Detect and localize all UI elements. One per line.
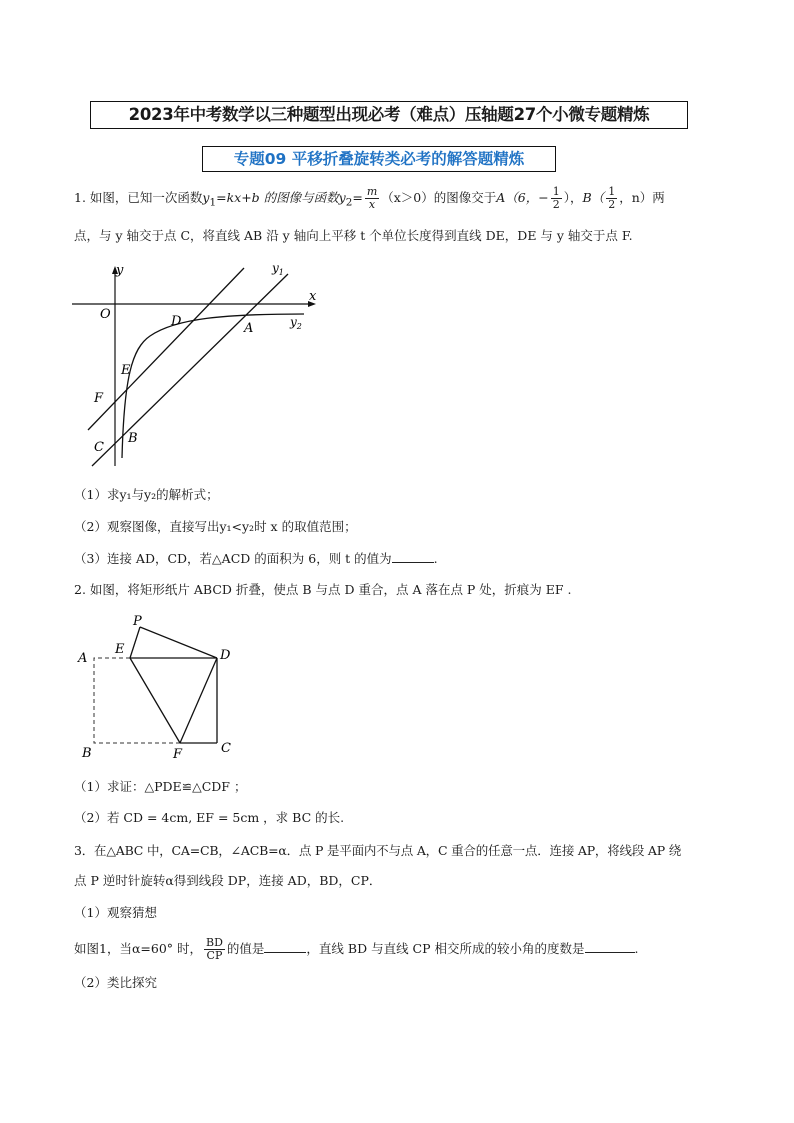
edge-fd bbox=[180, 658, 217, 743]
edge-ep bbox=[130, 627, 140, 658]
q1-line1: 1. 如图，已知一次函数$y_1=kx+b$ 的图像与函数$y_2=$ $\frac{m}{x}$ （x＞0）的图像交于A（6，− $\frac{1}{2}$ ），B（ $\frac{1}{2}$ ，n）两 bbox=[74, 185, 665, 211]
edge-pd bbox=[140, 627, 217, 658]
answer-blank-2 bbox=[585, 939, 635, 953]
label-e: E bbox=[115, 642, 125, 657]
label-y2: $y_2$ bbox=[290, 315, 302, 331]
q1-part2: （2）观察图像，直接写出y₁<y₂时 x 的取值范围； bbox=[74, 519, 357, 534]
answer-blank-1 bbox=[264, 939, 306, 953]
q3-part2-title: （2）类比探究 bbox=[74, 975, 157, 990]
label-f: F bbox=[173, 747, 183, 762]
label-e: E bbox=[121, 363, 131, 378]
q2-rectangle-fold-figure bbox=[72, 615, 242, 765]
q1-part1: （1）求y₁与y₂的解析式； bbox=[74, 487, 219, 502]
crease-ef bbox=[130, 658, 180, 743]
label-y: y bbox=[116, 263, 124, 278]
label-d: D bbox=[171, 314, 182, 329]
label-c: C bbox=[94, 440, 104, 455]
label-b: B bbox=[128, 431, 138, 446]
q1-part3: （3）连接 AD，CD，若△ACD 的面积为 6，则 t 的值为 . bbox=[74, 551, 438, 566]
page-title: 2023年中考数学以三种题型出现必考（难点）压轴题27个小微专题精炼 bbox=[90, 101, 688, 129]
label-p: P bbox=[133, 615, 142, 629]
q2-line1: 2. 如图，将矩形纸片 ABCD 折叠，使点 B 与点 D 重合，点 A 落在点 P 处，折痕为 EF . bbox=[74, 582, 572, 597]
fraction-one-half-b: $\frac{1}{2}$ bbox=[608, 185, 616, 211]
label-c: C bbox=[221, 741, 231, 756]
q3-part1-title: （1）观察猜想 bbox=[74, 905, 157, 920]
fraction-m-over-x: $\frac{m}{x}$ bbox=[366, 185, 378, 211]
label-f: F bbox=[94, 391, 104, 406]
label-o: O bbox=[100, 307, 111, 322]
curve-y2 bbox=[122, 314, 304, 458]
label-a: A bbox=[78, 651, 88, 666]
fraction-one-half: $\frac{1}{2}$ bbox=[552, 185, 560, 211]
label-a: A bbox=[244, 321, 254, 336]
line-de bbox=[88, 268, 244, 430]
q3-line1: 3．在△ABC 中，CA=CB，∠ACB=α．点 P 是平面内不与点 A，C 重合的任意一点．连接 AP，将线段 AP 绕 bbox=[74, 843, 682, 858]
q1-line2: 点，与 y 轴交于点 C，将直线 AB 沿 y 轴向上平移 t 个单位长度得到直线 DE，DE 与 y 轴交于点 F. bbox=[74, 228, 633, 243]
label-y1: $y_1$ bbox=[272, 261, 284, 277]
q3-line2: 点 P 逆时针旋转α得到线段 DP，连接 AD，BD，CP． bbox=[74, 873, 382, 888]
q2-part2: （2）若 CD = 4cm, EF = 5cm ，求 BC 的长. bbox=[74, 810, 345, 825]
label-b: B bbox=[82, 746, 92, 761]
q3-part1-question: 如图1，当α=60° 时， $\frac{BD}{CP}$ 的值是 ，直线 BD 与直线 CP 相交所成的较小角的度数是 . bbox=[74, 936, 639, 962]
answer-blank bbox=[392, 549, 434, 563]
topic-subtitle: 专题09 平移折叠旋转类必考的解答题精炼 bbox=[202, 146, 556, 172]
label-x: x bbox=[309, 289, 317, 304]
q1-graph-figure bbox=[66, 258, 336, 470]
q2-part1: （1）求证：△PDE≌△CDF ； bbox=[74, 779, 247, 794]
label-d: D bbox=[220, 648, 231, 663]
fraction-bd-over-cp: $\frac{BD}{CP}$ bbox=[206, 936, 223, 962]
